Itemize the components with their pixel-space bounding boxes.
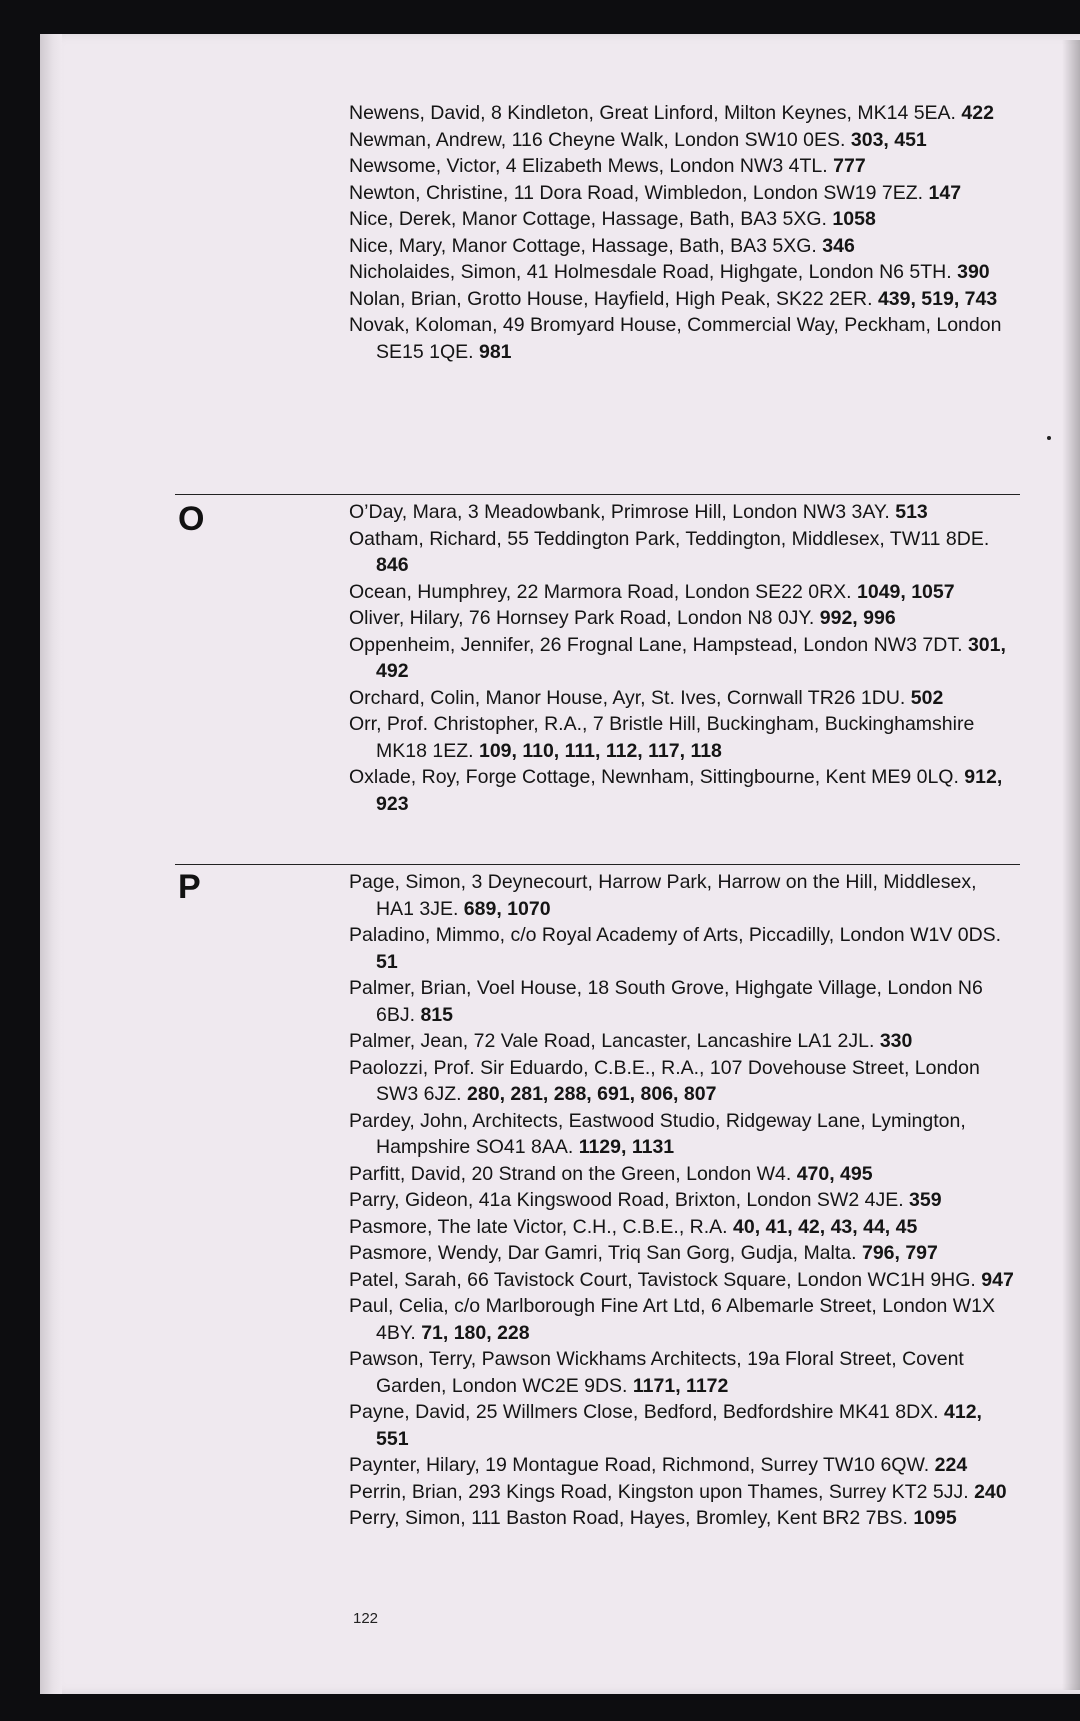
entry-text: Patel, Sarah, 66 Tavistock Court, Tavistock Square, London WC1H 9HG. [349, 1268, 976, 1291]
section-divider-p [175, 864, 1020, 865]
entry-pages: 412, 551 [376, 1401, 982, 1450]
section-n-entries [349, 100, 1014, 365]
entry-pages: 1129, 1131 [578, 1136, 675, 1158]
entry-text: Paynter, Hilary, 19 Montague Road, Richmond, Surrey TW10 6QW. [349, 1454, 930, 1476]
entry-pages: 502 [910, 686, 944, 709]
entry-text: Newman, Andrew, 116 Cheyne Walk, London SW10 0ES. [349, 128, 846, 151]
index-entry [349, 1267, 1014, 1294]
section-p-entries [349, 869, 1014, 1532]
index-entry [349, 153, 1014, 180]
entry-text: Orchard, Colin, Manor House, Ayr, St. Ives, Cornwall TR26 1DU. [349, 686, 906, 709]
index-entry [349, 206, 1014, 233]
index-entry [349, 1505, 1014, 1532]
index-entry [349, 1452, 1014, 1479]
entry-pages: 224 [934, 1454, 968, 1476]
entry-pages: 981 [478, 340, 512, 363]
index-entry [349, 1028, 1014, 1055]
entry-pages: 947 [981, 1268, 1014, 1291]
entry-text: Pawson, Terry, Pawson Wickhams Architects, 19a Floral Street, Covent Garden, London WC2E 9DS. [349, 1348, 964, 1397]
entry-text: Oliver, Hilary, 76 Hornsey Park Road, London N8 0JY. [349, 607, 815, 629]
entry-pages: 1095 [913, 1507, 957, 1529]
entry-text: Pasmore, The late Victor, C.H., C.B.E., R.A. [349, 1215, 728, 1238]
entry-pages: 470, 495 [796, 1162, 873, 1185]
entry-text: Perrin, Brian, 293 Kings Road, Kingston upon Thames, Surrey KT2 5JJ. [349, 1480, 969, 1503]
entry-text: Nice, Mary, Manor Cottage, Hassage, Bath, BA3 5XG. [349, 234, 817, 257]
index-entry [349, 1108, 1014, 1161]
entry-pages: 796, 797 [861, 1242, 938, 1264]
index-entry [349, 632, 1014, 685]
entry-pages: 912, 923 [376, 766, 1003, 815]
entry-text: Parfitt, David, 20 Strand on the Green, London W4. [349, 1162, 792, 1185]
index-entry [349, 1479, 1014, 1506]
entry-text: Nice, Derek, Manor Cottage, Hassage, Bath, BA3 5XG. [349, 208, 827, 230]
index-entry [349, 1293, 1014, 1346]
index-entry [349, 605, 1014, 632]
entry-pages: 689, 1070 [463, 897, 551, 920]
entry-pages: 777 [833, 155, 866, 177]
entry-pages: 1058 [832, 208, 876, 230]
index-entry [349, 975, 1014, 1028]
section-divider-o [175, 494, 1020, 495]
entry-pages: 109, 110, 111, 112, 117, 118 [478, 739, 722, 762]
entry-text: Perry, Simon, 111 Baston Road, Hayes, Bromley, Kent BR2 7BS. [349, 1507, 908, 1529]
index-entry [349, 259, 1014, 286]
entry-text: Paolozzi, Prof. Sir Eduardo, C.B.E., R.A., 107 Dovehouse Street, London SW3 6JZ. [349, 1056, 980, 1105]
index-entry [349, 711, 1014, 764]
index-entry [349, 233, 1014, 260]
entry-text: Newton, Christine, 11 Dora Road, Wimbledon, London SW19 7EZ. [349, 181, 924, 204]
index-entry [349, 922, 1014, 975]
entry-text: Oxlade, Roy, Forge Cottage, Newnham, Sittingbourne, Kent ME9 0LQ. [349, 766, 959, 788]
index-entry [349, 1187, 1014, 1214]
entry-pages: 992, 996 [819, 607, 896, 629]
index-entry [349, 100, 1014, 127]
entry-pages: 815 [420, 1003, 453, 1026]
entry-pages: 71, 180, 228 [421, 1321, 530, 1344]
index-entry [349, 1399, 1014, 1452]
index-entry [349, 526, 1014, 579]
index-entry [349, 1346, 1014, 1399]
section-o-entries [349, 499, 1014, 817]
entry-text: Paul, Celia, c/o Marlborough Fine Art Ltd, 6 Albemarle Street, London W1X 4BY. [349, 1295, 996, 1344]
entry-text: Oppenheim, Jennifer, 26 Frognal Lane, Hampstead, London NW3 7DT. [349, 633, 963, 656]
section-letter-o: O [178, 500, 205, 538]
entry-text: Newens, David, 8 Kindleton, Great Linford, Milton Keynes, MK14 5EA. [349, 102, 956, 124]
entry-text: Parry, Gideon, 41a Kingswood Road, Brixton, London SW2 4JE. [349, 1189, 904, 1211]
entry-pages: 147 [928, 181, 962, 204]
entry-pages: 513 [895, 501, 928, 523]
entry-pages: 439, 519, 743 [877, 287, 998, 310]
entry-pages: 51 [376, 950, 398, 973]
entry-pages: 301, 492 [376, 633, 1006, 682]
entry-pages: 40, 41, 42, 43, 44, 45 [733, 1215, 918, 1238]
index-entry [349, 685, 1014, 712]
entry-pages: 846 [376, 554, 409, 576]
entry-text: Orr, Prof. Christopher, R.A., 7 Bristle Hill, Buckingham, Buckinghamshire MK18 1EZ. [349, 713, 975, 762]
speck-mark [1047, 436, 1051, 440]
entry-text: Novak, Koloman, 49 Bromyard House, Commercial Way, Peckham, London SE15 1QE. [349, 314, 1002, 363]
entry-text: Palmer, Brian, Voel House, 18 South Grove, Highgate Village, London N6 6BJ. [349, 977, 983, 1026]
entry-pages: 1171, 1172 [632, 1374, 729, 1397]
page-number: 122 [353, 1610, 379, 1627]
index-entry [349, 579, 1014, 606]
entry-text: Palmer, Jean, 72 Vale Road, Lancaster, Lancashire LA1 2JL. [349, 1030, 875, 1052]
entry-pages: 280, 281, 288, 691, 806, 807 [467, 1083, 717, 1105]
entry-pages: 303, 451 [850, 128, 927, 151]
entry-text: Oatham, Richard, 55 Teddington Park, Teddington, Middlesex, TW11 8DE. [349, 527, 990, 550]
index-entry [349, 312, 1014, 365]
entry-text: Ocean, Humphrey, 22 Marmora Road, London SE22 0RX. [349, 580, 852, 603]
entry-text: Newsome, Victor, 4 Elizabeth Mews, London NW3 4TL. [349, 155, 828, 177]
entry-pages: 240 [974, 1480, 1007, 1503]
entry-text: Paladino, Mimmo, c/o Royal Academy of Arts, Piccadilly, London W1V 0DS. [349, 924, 1002, 946]
entry-pages: 346 [822, 234, 855, 257]
index-entry [349, 1055, 1014, 1108]
entry-pages: 330 [879, 1030, 913, 1052]
index-entry [349, 499, 1014, 526]
entry-text: Payne, David, 25 Willmers Close, Bedford, Bedfordshire MK41 8DX. [349, 1401, 939, 1423]
index-entry [349, 286, 1014, 313]
entry-pages: 422 [961, 102, 994, 124]
entry-text: Nolan, Brian, Grotto House, Hayfield, High Peak, SK22 2ER. [349, 287, 873, 310]
index-entry [349, 1214, 1014, 1241]
entry-text: Page, Simon, 3 Deynecourt, Harrow Park, Harrow on the Hill, Middlesex, HA1 3JE. [349, 871, 977, 920]
section-letter-p: P [178, 868, 201, 906]
index-entry [349, 1161, 1014, 1188]
index-entry [349, 1240, 1014, 1267]
entry-text: Pasmore, Wendy, Dar Gamri, Triq San Gorg, Gudja, Malta. [349, 1242, 857, 1264]
index-entry [349, 180, 1014, 207]
entry-pages: 359 [909, 1189, 942, 1211]
entry-text: Nicholaides, Simon, 41 Holmesdale Road, Highgate, London N6 5TH. [349, 261, 952, 283]
page-edge-left [40, 34, 62, 1694]
entry-pages: 1049, 1057 [857, 580, 955, 603]
entry-text: O’Day, Mara, 3 Meadowbank, Primrose Hill, London NW3 3AY. [349, 501, 890, 523]
entry-text: Pardey, John, Architects, Eastwood Studio, Ridgeway Lane, Lymington, Hampshire SO41 8AA. [349, 1109, 966, 1158]
index-entry [349, 764, 1014, 817]
index-entry [349, 127, 1014, 154]
entry-pages: 390 [957, 261, 990, 283]
page-edge-right [1062, 40, 1080, 1690]
index-entry [349, 869, 1014, 922]
